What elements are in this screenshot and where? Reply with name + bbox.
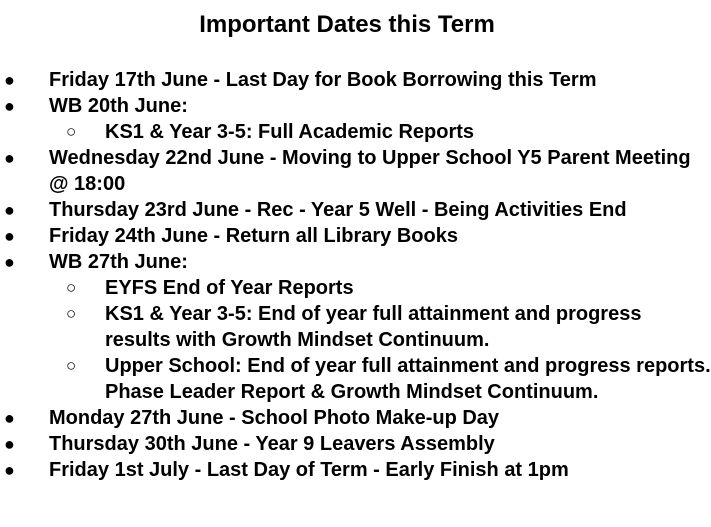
bullet-filled: ● — [4, 460, 15, 480]
list-item-text: Friday 24th June - Return all Library Books — [49, 225, 458, 247]
bullet-filled: ● — [4, 96, 15, 116]
list-item — [0, 145, 711, 197]
list-item-text: Monday 27th June - School Photo Make-up Day — [49, 407, 500, 429]
sub-list-item — [0, 119, 711, 145]
sub-list-item — [0, 301, 711, 353]
list-item-text: Thursday 23rd June - Rec - Year 5 Well - Being Activities End — [49, 199, 627, 221]
bullet-filled: ● — [4, 226, 15, 246]
bullet-filled: ● — [4, 148, 15, 168]
list-item-text: Friday 17th June - Last Day for Book Borrowing this Term — [49, 69, 597, 91]
bullet-hollow: ○ — [66, 122, 77, 141]
list-item-text: WB 20th June: — [49, 95, 188, 117]
page-title: Important Dates this Term — [199, 11, 495, 38]
list-item — [0, 197, 711, 223]
bullet-hollow: ○ — [66, 356, 77, 375]
list-item — [0, 405, 711, 431]
bullet-filled: ● — [4, 70, 15, 90]
bullet-filled: ● — [4, 434, 15, 454]
list-item — [0, 93, 711, 119]
sub-list-item — [0, 353, 711, 405]
list-item — [0, 431, 711, 457]
list-item-text: Friday 1st July - Last Day of Term - Early Finish at 1pm — [49, 459, 569, 481]
sub-list-item-text: EYFS End of Year Reports — [105, 277, 354, 299]
sub-list-item-text: KS1 & Year 3-5: End of year full attainment and progress results with Growth Mindset Continuum. — [105, 303, 642, 351]
list-item — [0, 223, 711, 249]
bullet-filled: ● — [4, 408, 15, 428]
bullet-hollow: ○ — [66, 278, 77, 297]
bullet-hollow: ○ — [66, 304, 77, 323]
sub-list-item — [0, 275, 711, 301]
dates-list — [0, 67, 711, 483]
sub-list-item-text: Upper School: End of year full attainment and progress reports. Phase Leader Report & Growth Mindset Continuum. — [105, 355, 711, 403]
list-item — [0, 249, 711, 275]
bullet-filled: ● — [4, 200, 15, 220]
list-item-text: Thursday 30th June - Year 9 Leavers Assembly — [49, 433, 495, 455]
list-item — [0, 67, 711, 93]
list-item-text: WB 27th June: — [49, 251, 188, 273]
bullet-filled: ● — [4, 252, 15, 272]
list-item — [0, 457, 711, 483]
sub-list-item-text: KS1 & Year 3-5: Full Academic Reports — [105, 121, 475, 143]
list-item-text: Wednesday 22nd June - Moving to Upper School Y5 Parent Meeting @ 18:00 — [49, 147, 691, 195]
